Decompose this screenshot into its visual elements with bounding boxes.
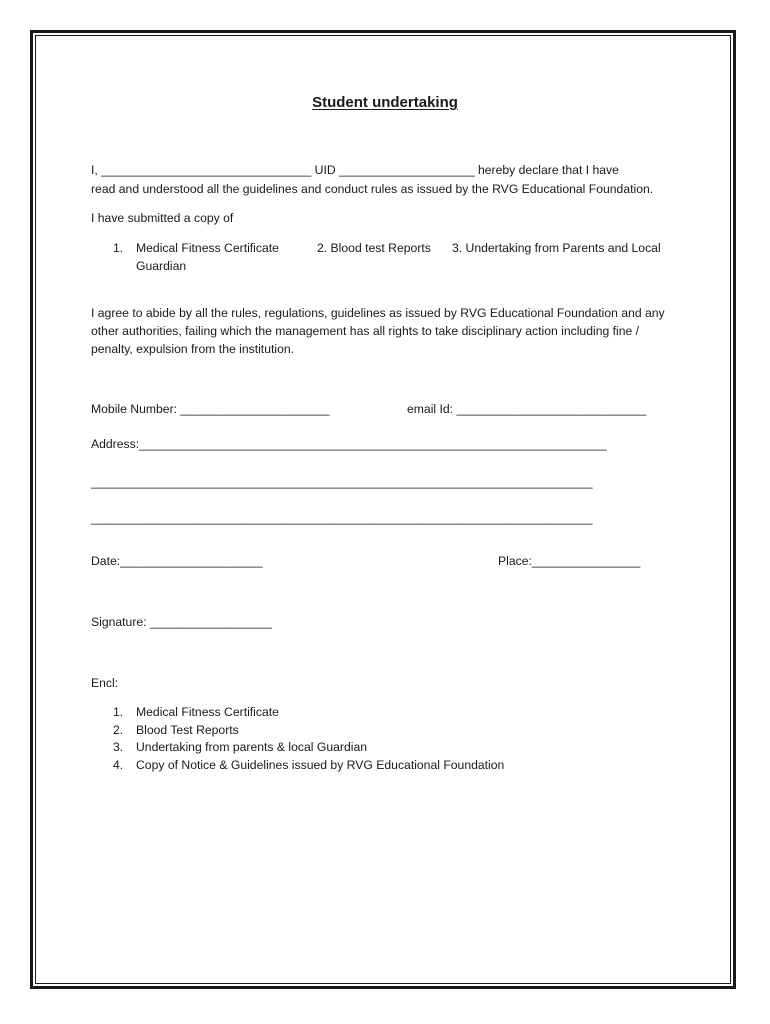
list-text: Medical Fitness Certificate bbox=[136, 241, 279, 255]
declaration-line-2: read and understood all the guidelines and conduct rules as issued by the RVG Educational Foundation. bbox=[91, 182, 654, 196]
list-number: 3. bbox=[113, 740, 124, 754]
document-title: Student undertaking bbox=[312, 94, 458, 111]
submitted-intro: I have submitted a copy of bbox=[91, 211, 234, 225]
list-number: 4. bbox=[113, 758, 124, 772]
list-text: Undertaking from parents & local Guardian bbox=[136, 740, 368, 754]
place-field[interactable]: Place:________________ bbox=[498, 554, 641, 568]
email-field[interactable]: email Id: ____________________________ bbox=[407, 402, 647, 416]
agreement-line-2: other authorities, failing which the management has all rights to take disciplinary action including fine / bbox=[91, 324, 640, 338]
agreement-line-3: penalty, expulsion from the institution. bbox=[91, 342, 295, 356]
submitted-list-item: 2. Blood test Reports bbox=[317, 241, 431, 255]
address-field-line-1[interactable]: Address:_____________________________________________________________________ bbox=[91, 437, 607, 451]
list-number: 2. bbox=[113, 723, 124, 737]
submitted-list-item-continuation: Guardian bbox=[136, 259, 187, 273]
mobile-number-field[interactable]: Mobile Number: ______________________ bbox=[91, 402, 330, 416]
list-text: Medical Fitness Certificate bbox=[136, 705, 279, 719]
address-field-line-2[interactable]: __________________________________________________________________________ bbox=[91, 475, 593, 489]
list-number: 1. bbox=[113, 241, 124, 255]
declaration-line-1: I, _______________________________ UID ____________________ hereby declare that I have bbox=[91, 163, 619, 177]
enclosures-label: Encl: bbox=[91, 676, 119, 690]
submitted-list-item: 3. Undertaking from Parents and Local bbox=[452, 241, 661, 255]
agreement-line-1: I agree to abide by all the rules, regulations, guidelines as issued by RVG Educational Foundation and any bbox=[91, 306, 665, 320]
signature-field[interactable]: Signature: __________________ bbox=[91, 615, 272, 629]
list-text: Copy of Notice & Guidelines issued by RVG Educational Foundation bbox=[136, 758, 505, 772]
list-number: 1. bbox=[113, 705, 124, 719]
address-field-line-3[interactable]: __________________________________________________________________________ bbox=[91, 511, 593, 525]
date-field[interactable]: Date:_____________________ bbox=[91, 554, 263, 568]
list-text: Blood Test Reports bbox=[136, 723, 239, 737]
